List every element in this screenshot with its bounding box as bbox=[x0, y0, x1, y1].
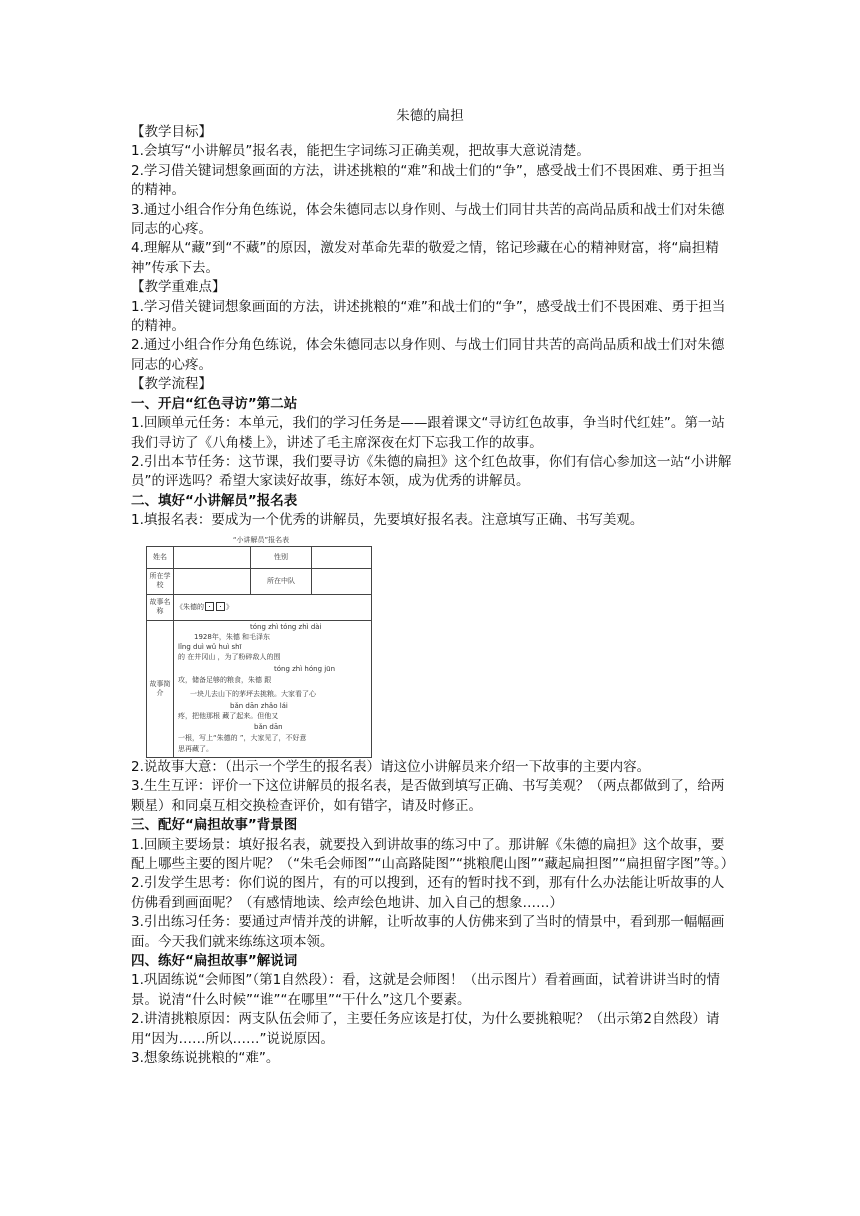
flow-header: 【教学流程】 bbox=[131, 376, 212, 393]
form-story-value bbox=[174, 594, 372, 620]
blank-box-icon bbox=[205, 602, 214, 611]
form-team-label: 所在中队 bbox=[251, 568, 312, 594]
registration-form-table bbox=[146, 546, 372, 758]
intro-line: 1928年，朱德 和毛泽东 bbox=[194, 632, 271, 641]
intro-line: 攻，储备足够的粮食，朱德 跟 bbox=[178, 675, 272, 684]
pinyin-line: lǐng duì wǔ huì shī bbox=[178, 642, 242, 651]
part2-intro: 1.填报名表：要成为一个优秀的讲解员，先要填好报名表。注意填写正确、书写美观。 bbox=[131, 512, 644, 529]
key-item: 1.学习借关键词想象画面的方法，讲述挑粮的“难”和战士们的“争”，感受战士们不畏困难、勇于担当的精神。 bbox=[131, 298, 726, 335]
part3-heading: 三、配好“扁担故事”背景图 bbox=[131, 817, 298, 834]
goal-item: 3.通过小组合作分角色练说，体会朱德同志以身作则、与战士们同甘共苦的高尚品质和战士们对朱德同志的心疼。 bbox=[131, 201, 725, 238]
form-name-label: 姓名 bbox=[147, 546, 174, 568]
goal-item: 2.学习借关键词想象画面的方法，讲述挑粮的“难”和战士们的“争”，感受战士们不畏困难、勇于担当的精神。 bbox=[131, 162, 726, 199]
document-body bbox=[131, 123, 736, 1068]
story-title-suffix: 》 bbox=[226, 602, 233, 611]
blank-box-icon bbox=[216, 602, 225, 611]
part2-item: 3.生生互评：评价一下这位讲解员的报名表，是否做到填写正确、书写美观？（两点都做到了，给两颗星）和同桌互相交换检查评价，如有错字，请及时修正。 bbox=[131, 778, 725, 814]
story-title-prefix: 《朱德的 bbox=[176, 602, 204, 611]
goal-item: 4.理解从“藏”到“不藏”的原因，激发对革命先辈的敬爱之情，铭记珍藏在心的精神财富，将“扁担精神”传承下去。 bbox=[131, 240, 719, 276]
part4-item: 1.巩固练说“会师图”（第1自然段）：看，这就是会师图！（出示图片）看着画面，试着讲讲当时的情景。说清“什么时候”“谁”“在哪里”“干什么”这几个要素。 bbox=[131, 972, 720, 1008]
form-team-value bbox=[312, 568, 372, 594]
pinyin-line: tóng zhì hóng jūn bbox=[274, 664, 336, 673]
goals-header: 【教学目标】 bbox=[131, 124, 212, 140]
part2-item: 2.说故事大意：（出示一个学生的报名表）请这位小讲解员来介绍一下故事的主要内容。 bbox=[131, 758, 651, 775]
pinyin-line: bǎn dān bbox=[254, 722, 283, 731]
form-gender-label: 性别 bbox=[251, 546, 312, 568]
part2-heading: 二、填好“小讲解员”报名表 bbox=[131, 492, 298, 509]
part3-item: 3.引出练习任务：要通过声情并茂的讲解，让听故事的人仿佛来到了当时的情景中，看到那一幅幅画面。今天我们就来练练这项本领。 bbox=[131, 914, 725, 950]
part4-heading: 四、练好“扁担故事”解说词 bbox=[131, 953, 298, 969]
document-title: 朱德的扁担 bbox=[396, 108, 464, 124]
form-school-value bbox=[174, 568, 251, 594]
intro-line: 一根，写上“朱德的 ”，大家见了，不好意 bbox=[178, 733, 307, 742]
form-story-label: 故事名称 bbox=[147, 594, 174, 620]
part1-item: 2.引出本节任务：这节课，我们要寻访《朱德的扁担》这个红色故事，你们有信心参加这一站“小讲解员”的评选吗？希望大家读好故事，练好本领，成为优秀的讲解员。 bbox=[131, 453, 732, 490]
form-gender-value bbox=[312, 546, 372, 568]
form-caption: “小讲解员”报名表 bbox=[232, 535, 290, 544]
part1-heading: 一、开启“红色寻访”第二站 bbox=[131, 395, 298, 412]
form-school-label: 所在学校 bbox=[147, 568, 174, 594]
form-name-value bbox=[174, 546, 251, 568]
goal-item: 1.会填写“小讲解员”报名表，能把生字词练习正确美观，把故事大意说清楚。 bbox=[131, 143, 590, 160]
form-intro-label: 故事简介 bbox=[147, 620, 174, 757]
part1-item: 1.回顾单元任务：本单元，我们的学习任务是——跟着课文“寻访红色故事，争当时代红娃”。第一站我们寻访了《八角楼上》，讲述了毛主席深夜在灯下忘我工作的故事。 bbox=[131, 415, 725, 451]
part4-item: 3.想象练说挑粮的“难”。 bbox=[131, 1050, 280, 1067]
intro-line: 疼，把他那根 藏了起来。但他又 bbox=[178, 711, 279, 720]
pinyin-line: bǎn dān zhǎo lái bbox=[230, 701, 288, 710]
key-header: 【教学重难点】 bbox=[131, 279, 226, 296]
part3-item: 2.引发学生思考：你们说的图片，有的可以搜到，还有的暂时找不到，那有什么办法能让听故事的人仿佛看到画面呢？（有感情地读、绘声绘色地讲、加入自己的想象……） bbox=[131, 875, 725, 911]
key-item: 2.通过小组合作分角色练说，体会朱德同志以身作则、与战士们同甘共苦的高尚品质和战士们对朱德同志的心疼。 bbox=[131, 337, 725, 373]
pinyin-line: tóng zhì tóng zhì dài bbox=[250, 622, 322, 631]
registration-form-image bbox=[146, 535, 376, 758]
form-intro-value bbox=[174, 620, 372, 757]
intro-line: 思再藏了。 bbox=[178, 744, 213, 753]
intro-line: 一块儿去山下的茅坪去挑粮。大家看了心 bbox=[190, 689, 316, 698]
part3-item: 1.回顾主要场景：填好报名表，就要投入到讲故事的练习中了。那讲解《朱德的扁担》这个故事，要配上哪些主要的图片呢？（“朱毛会师图”“山高路陡图”“挑粮爬山图”“藏起扁担图”“扁担留字图”等。） bbox=[131, 836, 735, 872]
intro-line: 的 在井冈山 ，为了粉碎敌人的围 bbox=[178, 652, 281, 661]
part4-item: 2.讲清挑粮原因：两支队伍会师了，主要任务应该是打仗，为什么要挑粮呢？（出示第2自然段）请用“因为……所以……”说说原因。 bbox=[131, 1011, 720, 1047]
